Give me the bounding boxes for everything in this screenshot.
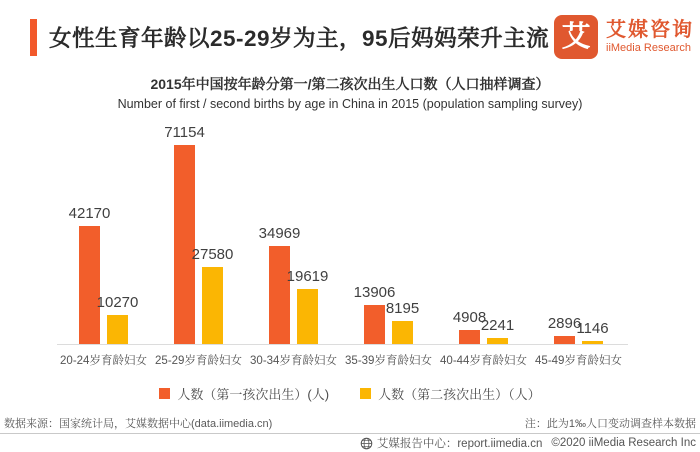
footer-bottom-bar: [0, 433, 700, 452]
x-axis-line: [57, 344, 628, 345]
bar-series1-group2: [174, 145, 195, 344]
bar-value-label: 71154: [164, 124, 205, 141]
bar-value-label: 2896: [547, 314, 582, 332]
header: [0, 12, 700, 62]
bar-value-label: 1146: [576, 319, 609, 337]
bar-value-label: 34969: [258, 225, 301, 243]
chart-titles: [0, 74, 700, 111]
bar-value-label: 19619: [286, 268, 329, 286]
data-source-text: 数据来源：国家统计局，艾媒数据中心(data.iimedia.cn): [4, 418, 273, 430]
x-axis-label: 25-29岁育龄妇女: [155, 355, 242, 367]
bar-value-label: 8195: [385, 300, 420, 318]
x-axis-label: 20-24岁育龄妇女: [60, 355, 147, 367]
globe-icon: [360, 437, 373, 450]
legend-swatch-icon: [159, 388, 170, 399]
report-center-text: 艾媒报告中心：report.iimedia.cn: [376, 438, 543, 450]
logo-name-cn: 艾媒咨询: [606, 18, 694, 41]
bar-value-label: 27580: [191, 245, 234, 263]
logo-name-en: iiMedia Research: [606, 41, 691, 54]
x-axis-label: 35-39岁育龄妇女: [345, 355, 432, 367]
bar-value-label: 4908: [452, 309, 487, 327]
bar-value-label: 10270: [96, 294, 139, 312]
legend-item-series1: [159, 384, 329, 403]
bar-series1-group6: [554, 336, 575, 344]
title-accent-bar: [30, 19, 37, 56]
chart-subtitle: Number of first / second births by age in China in 2015 (population sampling survey): [117, 97, 583, 111]
bar-series1-group3: [269, 246, 290, 344]
bar-value-label: 2241: [480, 316, 515, 334]
bar-value-label: 42170: [68, 205, 111, 223]
note-text: 注：此为1‰人口变动调查样本数据: [524, 418, 696, 430]
iimedia-logo: [554, 15, 694, 59]
bar-series2-group5: [487, 338, 508, 344]
x-axis-label: 30-34岁育龄妇女: [250, 355, 337, 367]
bar-series2-group6: [582, 341, 603, 344]
bar-series2-group1: [107, 315, 128, 344]
copyright-text: ©2020 iiMedia Research Inc: [551, 437, 696, 449]
bar-series2-group2: [202, 267, 223, 344]
x-axis-label: 45-49岁育龄妇女: [535, 355, 622, 367]
x-axis-label: 40-44岁育龄妇女: [440, 355, 527, 367]
legend-swatch-icon: [360, 388, 371, 399]
logo-text: [606, 19, 694, 55]
bar-value-label: 13906: [353, 284, 396, 302]
chart-legend: [0, 384, 700, 403]
logo-glyph: 艾: [561, 20, 591, 53]
chart-title: 2015年中国按年龄分第一/第二孩次出生人口数（人口抽样调查）: [150, 76, 550, 92]
footer-source-row: [0, 415, 700, 431]
bar-series1-group1: [79, 226, 100, 344]
page-title: 女性生育年龄以25-29岁为主，95后妈妈荣升主流: [49, 26, 550, 51]
plot-area: [0, 120, 700, 367]
legend-item-series2: [360, 384, 541, 403]
legend-label: 人数（第一孩次出生）(人): [177, 387, 330, 402]
iimedia-logo-icon: [554, 15, 598, 59]
legend-label: 人数（第二孩次出生）（人）: [378, 387, 541, 402]
bar-series2-group4: [392, 321, 413, 344]
bar-series2-group3: [297, 289, 318, 344]
